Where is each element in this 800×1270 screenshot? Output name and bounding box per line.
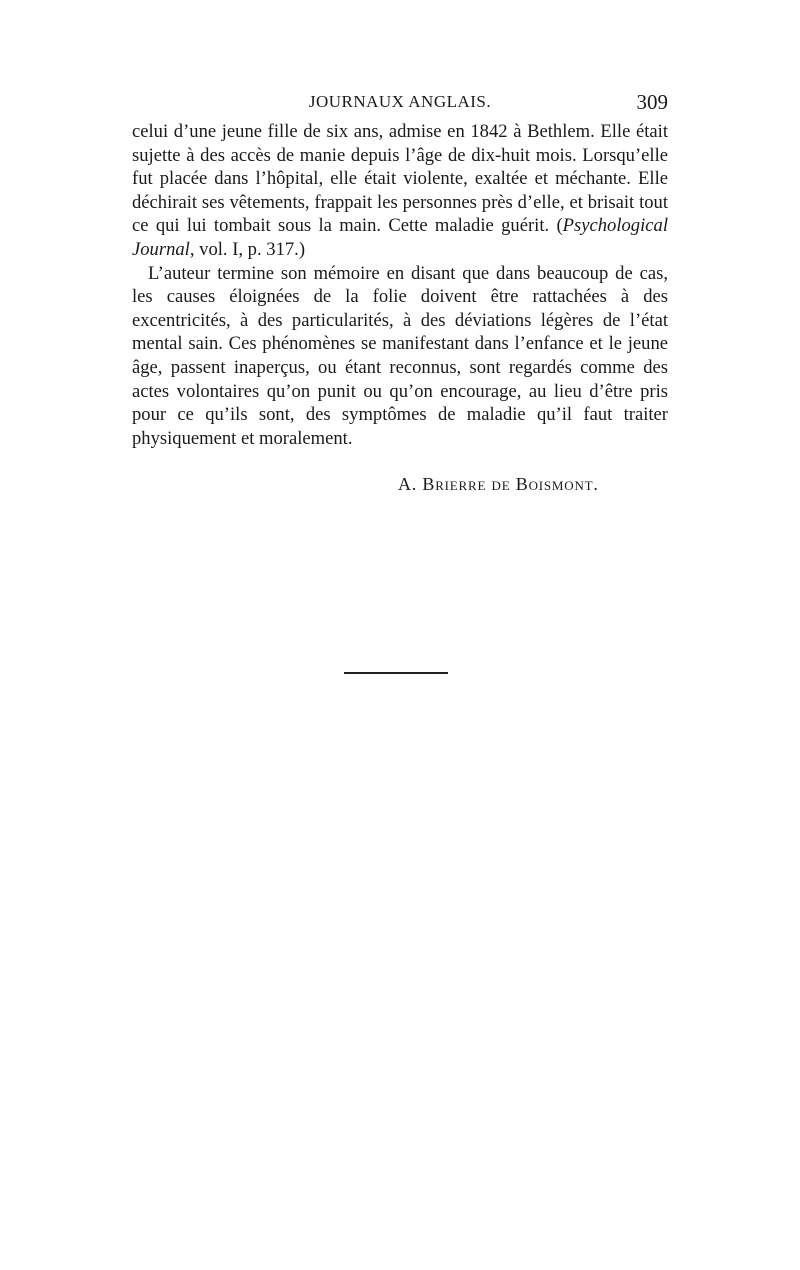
paragraph-1-text-b: , vol. I, p. 317.) xyxy=(189,238,306,260)
body-text xyxy=(132,120,668,450)
book-page xyxy=(132,92,668,495)
author-signature: A. Brierre de Boismont. xyxy=(398,474,599,495)
journal-citation: Psychological Journal xyxy=(132,215,668,260)
page-number: 309 xyxy=(636,90,668,114)
paragraph-continuation xyxy=(132,120,668,262)
paragraph-conclusion: L’auteur termine son mémoire en disant que dans beaucoup de cas, les causes éloignées de la folie doivent être rattachées à des excentricités, à des particularités, à des déviations légères de l’état mental sain. Ces phénomènes se manifestant dans l’enfance et le jeune âge, passent inaperçus, ou étant reconnus, sont regardés comme des actes volontaires qu’on punit ou qu’on encourage, au lieu d’être pris pour ce qu’ils sont, des symptômes de maladie qu’il faut traiter physiquement et moralement. xyxy=(132,262,668,449)
paragraph-1-text-a: celui d’une jeune fille de six ans, admise en 1842 à Bethlem. Elle était sujette à des accès de manie depuis l’âge de dix-huit mois. Lorsqu’elle fut placée dans l’hôpital, elle était violente, exaltée et méchante. Elle déchirait ses vêtements, frappait les personnes près d’elle, et brisait tout ce qui lui tombait sous la main. Cette maladie guérit. ( xyxy=(132,121,668,237)
section-end-rule xyxy=(344,672,448,674)
page-header xyxy=(132,92,668,120)
running-head: JOURNAUX ANGLAIS. xyxy=(308,92,492,111)
